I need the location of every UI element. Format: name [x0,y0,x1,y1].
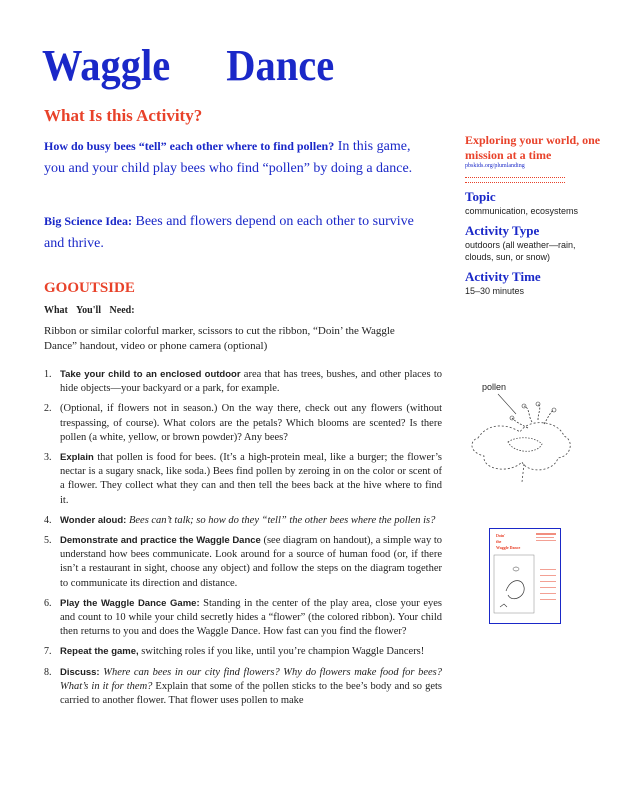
step-item [44,534,442,591]
step-number: 6. [44,597,52,609]
step-text: that pollen is food for bees. (It’s a high-protein meal, like a burger; the flower’s nectar is a sugary snack, like soda.) Bees find pollen by zeroing in on the color or scent of a flower. They collect what they can and then tell the bees back at the hive where to find it. [60,452,442,506]
step-number: 8. [44,666,52,678]
step-lead: Repeat the game, [60,646,139,658]
needs-text: Ribbon or similar colorful marker, scissors to cut the ribbon, “Doin’ the Waggle Dance” handout, video or phone camera (optional) [44,325,395,352]
intro-body: In this game, you and your child play bees who find “pollen” by doing a dance. [44,139,413,176]
pollen-label: pollen [482,382,507,392]
thumb-title-line: Waggle Dance [496,545,521,550]
step-text: (see diagram on handout), a simple way to understand how bees communicate. Look around for a source of human food (or, if there isn’t a restaurant in sight, choose any object) and follow the steps on the diagram together to communicate its direction and distance. [60,535,442,589]
step-lead: Discuss: [60,666,100,678]
sidebar-tagline: Exploring your world, one mission at a time [465,133,601,162]
step-number: 1. [44,369,52,380]
thumb-diagram [490,529,560,623]
big-idea-label: Big Science Idea: [44,214,132,228]
thumb-title-line: Doin' [496,533,506,538]
topic-label: Topic [465,189,496,204]
handout-thumbnail [489,528,561,624]
what-heading: What Is this Activity? [44,106,203,125]
step-number: 4. [44,514,52,526]
step-item [44,645,442,659]
page-title: Waggle Dance [42,41,335,90]
step-lead: Take your child to an enclosed outdoor [60,369,241,380]
step-item [44,451,442,508]
type-value: outdoors (all weather—rain, clouds, sun, or snow) [465,240,576,262]
step-italic: Bees can’t talk; so how do they “tell” the other bees where the pollen is? [128,514,436,526]
step-tail: Explain that some of the pollen sticks to the bee’s body and so gets carried to another flower. That flower uses pollen to make [60,680,442,707]
step-number: 2. [44,403,52,415]
go-outside-heading: GOOUTSIDE [44,280,135,296]
sidebar [465,133,605,297]
step-number: 3. [44,452,52,464]
thumb-title-line: the [496,539,502,544]
intro-question: How do busy bees “tell” each other where to find pollen? [44,139,335,153]
step-item [44,666,442,709]
time-label: Activity Time [465,269,541,284]
topic-value: communication, ecosystems [465,206,579,216]
step-lead: Wonder aloud: [60,514,127,526]
step-text: (Optional, if flowers not in season.) On the way there, check out any flowers (without trespassing, of course). What colors are the petals? Which blooms are scented? Is there pollen (a white, yellow, or brown powder)? Any bees? [60,403,442,443]
big-idea-text: Bees and flowers depend on each other to survive and thrive. [44,214,414,251]
step-text: area that has trees, bushes, and other places to hide objects—your backyard or a park, for example. [60,369,442,395]
step-lead: Explain [60,452,94,464]
type-label: Activity Type [465,223,540,238]
sidebar-url[interactable]: pbskids.org/plumlanding [465,163,525,169]
intro-paragraph [44,135,414,180]
step-italic: Where can bees in our city find flowers? Why do flowers make food for bees? What’s in it for them? [60,666,442,692]
flower-illustration [458,378,578,488]
step-text: switching roles if you like, until you’re champion Waggle Dancers! [138,646,425,658]
needs-label: What You'll Need: [44,305,135,316]
step-lead: Demonstrate and practice the Waggle Dance [60,535,261,547]
step-item [44,514,442,528]
step-item [44,402,442,445]
time-value: 15–30 minutes [465,286,525,296]
step-number: 5. [44,535,52,547]
flower-drawing [458,378,578,488]
step-item [44,597,442,640]
step-number: 7. [44,646,52,658]
step-text: Standing in the center of the play area, close your eyes and count to 10 while your child secretly hides a “flower” (the colored ribbon). Your child then returns to you and does the Waggle Dance. How fast can you find the flower? [60,597,442,638]
steps-list [44,368,442,714]
step-lead: Play the Waggle Dance Game: [60,597,200,609]
sidebar-divider [465,177,565,183]
step-item [44,368,442,396]
big-idea [44,210,414,255]
